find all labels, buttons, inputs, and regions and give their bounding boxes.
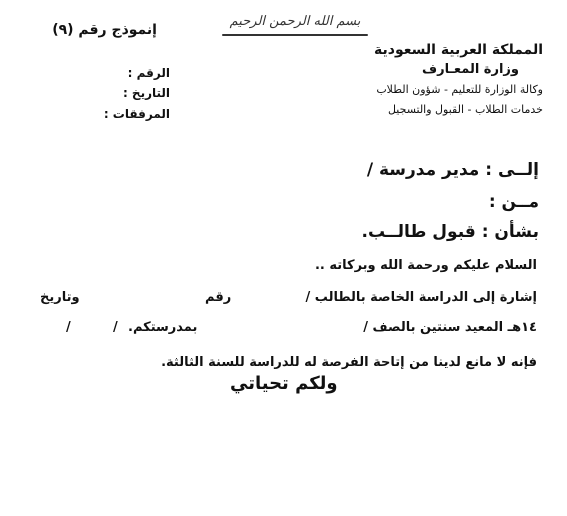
date-slash-a: / xyxy=(113,320,118,335)
date-slash-b: / xyxy=(66,320,71,335)
letter-student-line: ١٤هـ المعيد سنتين بالصف / xyxy=(363,320,537,335)
authority-kingdom: المملكة العربية السعودية xyxy=(374,42,543,58)
letter-reference: إشارة إلى الدراسة الخاصة بالطالب / xyxy=(305,290,537,305)
letter-paragraph: فإنه لا مانع لدينا من إتاحة الفرصة له للدراسة للسنة الثالثة. xyxy=(161,355,537,370)
authority-department: خدمات الطلاب - القبول والتسجيل xyxy=(387,103,543,116)
basmala-underline xyxy=(222,34,368,36)
meta-number-label: الرقم : xyxy=(127,66,170,80)
meta-attachments-label: المرفقات : xyxy=(103,107,170,121)
authority-ministry: وزارة المعـارف xyxy=(421,62,519,77)
reference-date-label: وتاريخ xyxy=(40,290,80,305)
letter-closing: ولكم تحياتي xyxy=(230,373,338,394)
letter-from: مــن : xyxy=(488,192,539,212)
letter-subject: بشأن : قبول طالــب. xyxy=(361,222,539,242)
reference-number-label: رقم xyxy=(205,290,232,305)
letter-to: إلــى : مدير مدرسة / xyxy=(366,160,539,180)
letter-greeting: السلام عليكم ورحمة الله وبركاته .. xyxy=(314,258,537,273)
basmala: بسم الله الرحمن الرحيم xyxy=(229,14,361,29)
meta-date-label: التاريخ : xyxy=(122,86,170,100)
letter-student-line-end: بمدرستكم. xyxy=(128,320,198,335)
form-number: إنموذج رقم (٩) xyxy=(52,22,157,38)
authority-agency: وكالة الوزارة للتعليم - شؤون الطلاب xyxy=(376,83,543,96)
